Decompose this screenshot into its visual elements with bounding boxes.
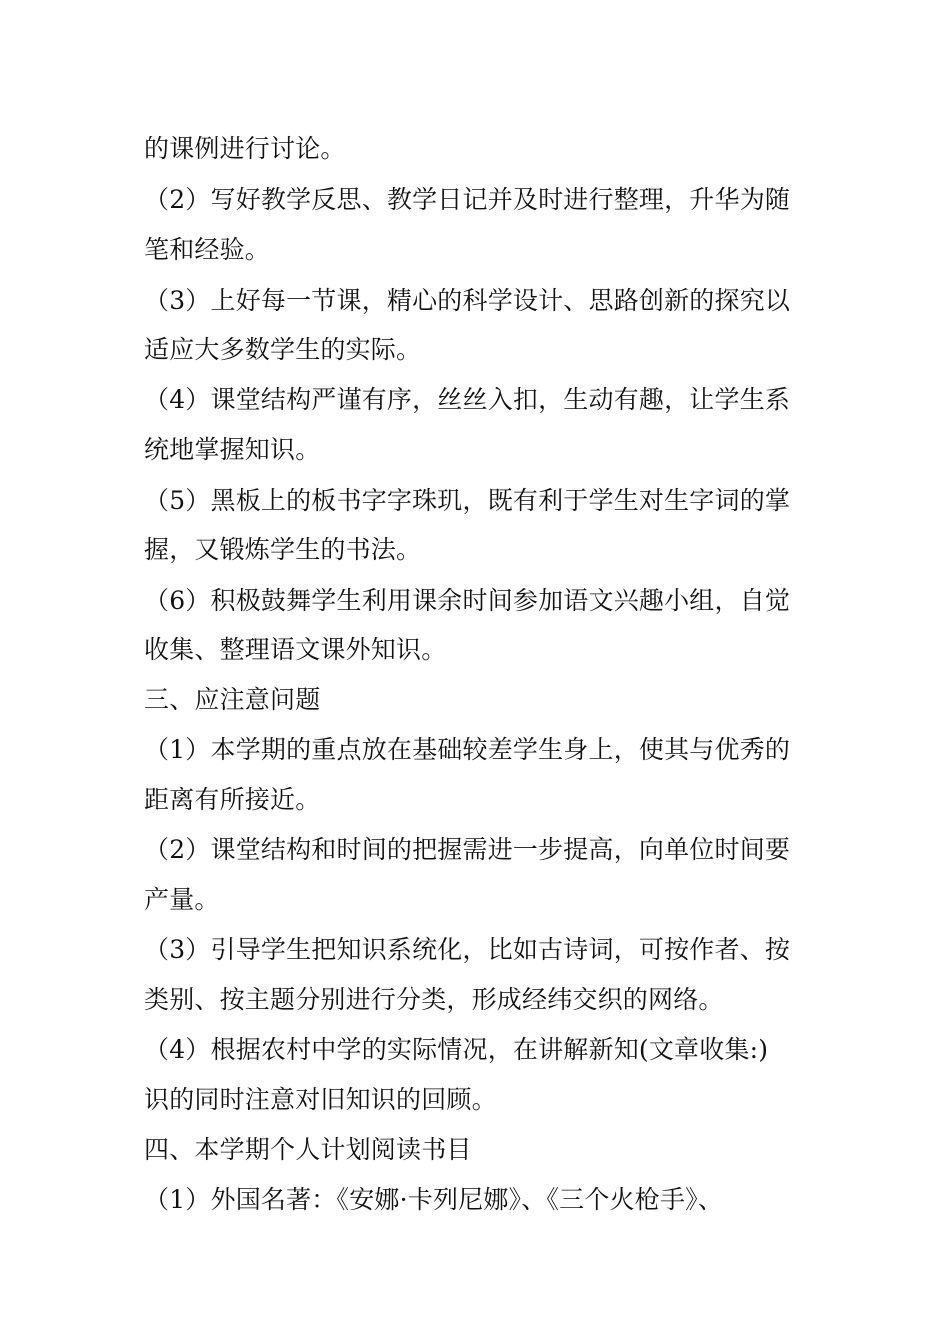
text-line: 类别、按主题分别进行分类，形成经纬交织的网络。 xyxy=(144,985,724,1014)
text-line: （2）课堂结构和时间的把握需进一步提高，向单位时间要 xyxy=(144,835,791,864)
text-line: （5）黑板上的板书字字珠玑，既有利于学生对生字词的掌 xyxy=(144,486,791,515)
text-line: 距离有所接近。 xyxy=(144,785,321,814)
text-line: 产量。 xyxy=(144,885,220,914)
text-line: （4）根据农村中学的实际情况，在讲解新知(文章收集:) xyxy=(144,1035,769,1064)
text-line: （1）本学期的重点放在基础较差学生身上，使其与优秀的 xyxy=(144,735,791,764)
text-line: 识的同时注意对旧知识的回顾。 xyxy=(144,1085,497,1114)
text-line: （1）外国名著：《安娜·卡列尼娜》、《三个火枪手》、 xyxy=(144,1185,724,1214)
text-line: 握，又锻炼学生的书法。 xyxy=(144,535,422,564)
section-heading: 三、应注意问题 xyxy=(144,685,321,714)
text-line: 收集、整理语文课外知识。 xyxy=(144,635,447,664)
text-line: （6）积极鼓舞学生利用课余时间参加语文兴趣小组，自觉 xyxy=(144,586,791,615)
text-line: （3）引导学生把知识系统化，比如古诗词，可按作者、按 xyxy=(144,935,791,964)
text-line: 适应大多数学生的实际。 xyxy=(144,335,422,364)
text-line: （2）写好教学反思、教学日记并及时进行整理，升华为随 xyxy=(144,185,791,214)
text-line: 笔和经验。 xyxy=(144,235,271,264)
section-heading: 四、本学期个人计划阅读书目 xyxy=(144,1135,472,1164)
text-line: （4）课堂结构严谨有序，丝丝入扣，生动有趣，让学生系 xyxy=(144,385,791,414)
text-line: （3）上好每一节课，精心的科学设计、思路创新的探究以 xyxy=(144,286,791,315)
text-line: 的课例进行讨论。 xyxy=(144,134,346,163)
text-line: 统地掌握知识。 xyxy=(144,435,321,464)
